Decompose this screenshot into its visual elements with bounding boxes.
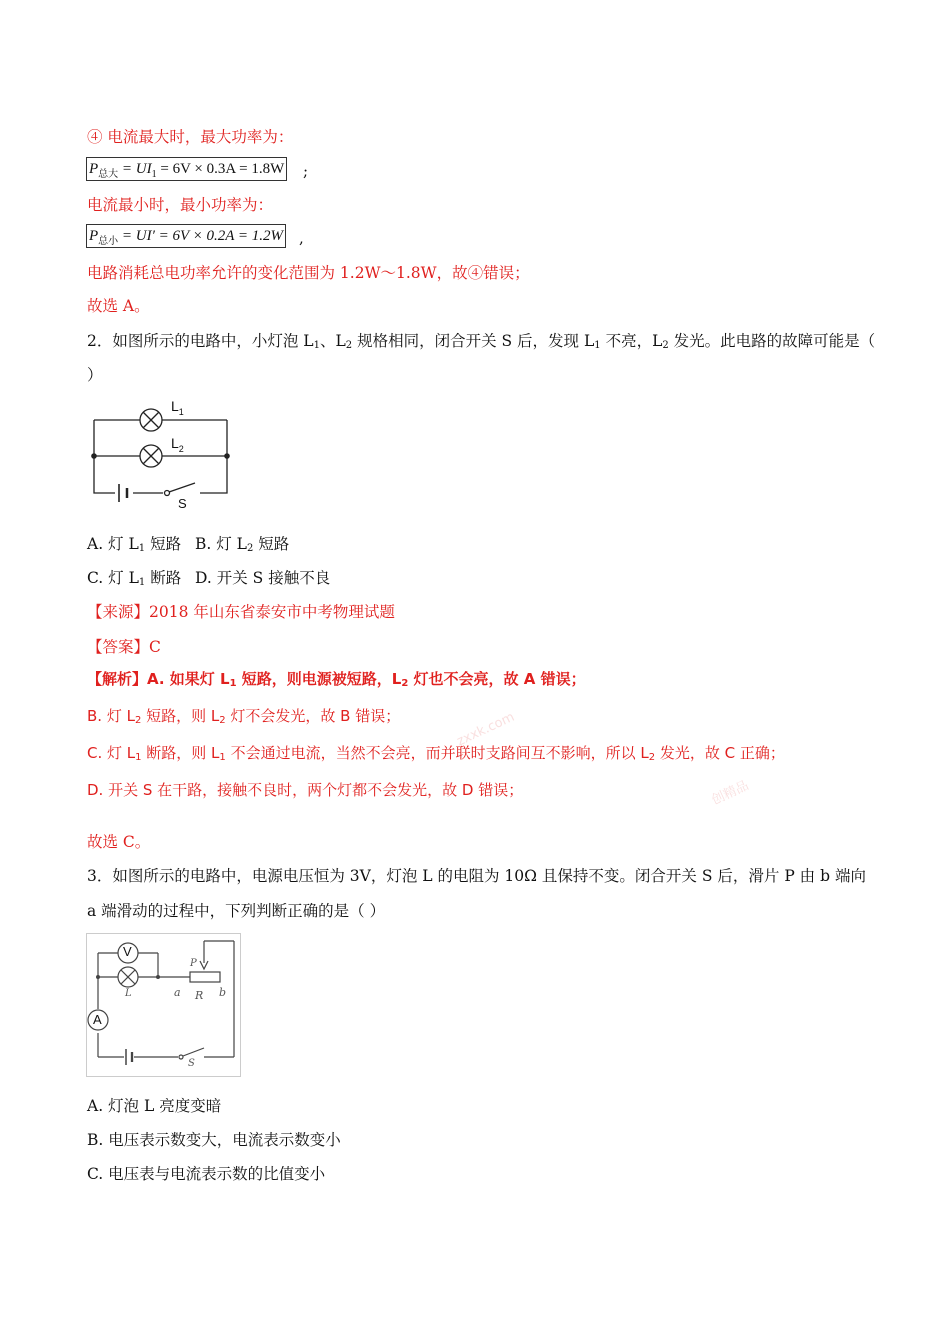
label: L	[171, 435, 179, 451]
label-r: R	[195, 989, 204, 1002]
formula-symbol: P	[89, 161, 99, 177]
option-3-a: A. 灯泡 L 亮度变暗	[87, 1097, 222, 1115]
formula-trail: ,	[299, 229, 304, 247]
sub: 2	[648, 752, 656, 763]
text: C. 灯 L	[87, 744, 136, 762]
question-3-line1: 3．如图所示的电路中，电源电压恒为 3V，灯泡 L 的电阻为 10Ω 且保持不变。闭合开关 S 后，滑片 P 由 b 端向	[87, 867, 866, 885]
analysis-a	[87, 668, 586, 695]
question-2-close: ）	[87, 366, 103, 384]
option-2-c	[87, 567, 181, 594]
line-max-current: ④ 电流最大时，最大功率为：	[87, 128, 294, 146]
line-choose-c: 故选 C。	[87, 833, 151, 851]
formula-sub: 总大	[98, 169, 119, 180]
sub: 2	[246, 543, 254, 554]
text: 、L	[319, 332, 346, 350]
sub: 1	[135, 752, 142, 763]
label-b: b	[219, 986, 227, 999]
label-voltmeter: V	[123, 944, 132, 959]
sub: 1	[229, 678, 237, 689]
option-2-a	[87, 533, 181, 560]
text: 短路，则 L	[141, 707, 220, 725]
sub: 2	[134, 715, 142, 726]
text: 断路，则 L	[141, 744, 220, 762]
label-ammeter: A	[93, 1012, 102, 1027]
text: 2．如图所示的电路中，小灯泡 L	[87, 332, 314, 350]
label: L	[171, 398, 179, 414]
sub: 2	[345, 340, 353, 351]
sub: 1	[178, 406, 184, 417]
text: A. 灯 L	[87, 535, 139, 553]
option-2-b	[195, 533, 289, 560]
option-3-b: B. 电压表示数变大，电流表示数变小	[87, 1131, 341, 1149]
text: C. 灯 L	[87, 569, 139, 587]
text: B. 灯 L	[195, 535, 247, 553]
analysis-b	[87, 705, 400, 732]
option-2-d: D. 开关 S 接触不良	[195, 569, 331, 587]
text: 发光。此电路的故障可能是（	[668, 332, 876, 350]
sub: 2	[178, 443, 184, 454]
text: 短路，则电源被短路，L	[236, 670, 402, 688]
sub: 1	[219, 752, 226, 763]
option-3-c: C. 电压表与电流表示数的比值变小	[87, 1165, 326, 1183]
text: 断路	[145, 569, 182, 587]
formula-part: = UI′ = 6V × 0.2A = 1.2W	[118, 228, 284, 244]
line-choose-a: 故选 A。	[87, 297, 150, 315]
watermark-text: 创精品	[709, 778, 752, 809]
formula-sub: 总小	[98, 236, 119, 247]
watermark-text: zxxk.com	[454, 709, 517, 750]
sub: 1	[594, 340, 601, 351]
formula-trail: ;	[303, 162, 309, 180]
sub: 1	[138, 577, 146, 588]
text: 规格相同，闭合开关 S 后，发现 L	[352, 332, 595, 350]
text: 灯也不会亮，故 A 错误；	[408, 670, 586, 688]
sub: 1	[313, 340, 320, 351]
formula-sub: 1	[151, 169, 157, 180]
text: 短路	[145, 535, 182, 553]
formula-part: = 6V × 0.3A = 1.8W	[156, 161, 285, 177]
label-l2	[171, 435, 184, 454]
text: 灯不会发光，故 B 错误；	[225, 707, 401, 725]
question-2	[87, 330, 875, 357]
text: 不会通过电流，当然不会亮，而并联时支路间互不影响，所以 L	[225, 744, 649, 762]
text: 【解析】A. 如果灯 L	[87, 670, 230, 688]
sub: 2	[662, 340, 669, 351]
text: B. 灯 L	[87, 707, 135, 725]
label-switch: S	[178, 496, 187, 511]
source-line: 【来源】2018 年山东省泰安市中考物理试题	[87, 603, 395, 621]
label-lamp: L	[125, 988, 132, 999]
question-3-line2: a 端滑动的过程中，下列判断正确的是（ ）	[87, 902, 386, 920]
sub: 2	[401, 678, 409, 689]
text: 短路	[253, 535, 290, 553]
label-slider: P	[190, 958, 197, 969]
sub: 2	[219, 715, 226, 726]
label-a: a	[174, 986, 181, 999]
answer-line: 【答案】C	[87, 638, 161, 656]
text: 不亮，L	[600, 332, 663, 350]
analysis-c	[87, 742, 785, 769]
formula-part: = UI	[118, 161, 152, 177]
sub: 1	[138, 543, 146, 554]
formula-max-power	[86, 157, 287, 181]
text: 发光，故 C 正确；	[655, 744, 785, 762]
circuit-figure-2	[86, 933, 242, 1078]
circuit-figure-1	[85, 395, 235, 510]
line-power-range: 电路消耗总电功率允许的变化范围为 1.2W～1.8W，故④错误；	[87, 264, 530, 282]
analysis-d: D. 开关 S 在干路，接触不良时，两个灯都不会发光，故 D 错误；	[87, 781, 524, 799]
line-min-current: 电流最小时，最小功率为：	[87, 196, 274, 214]
label-l1	[171, 398, 184, 417]
formula-symbol: P	[89, 228, 99, 244]
label-switch-2: S	[188, 1058, 195, 1069]
formula-min-power	[86, 224, 286, 248]
